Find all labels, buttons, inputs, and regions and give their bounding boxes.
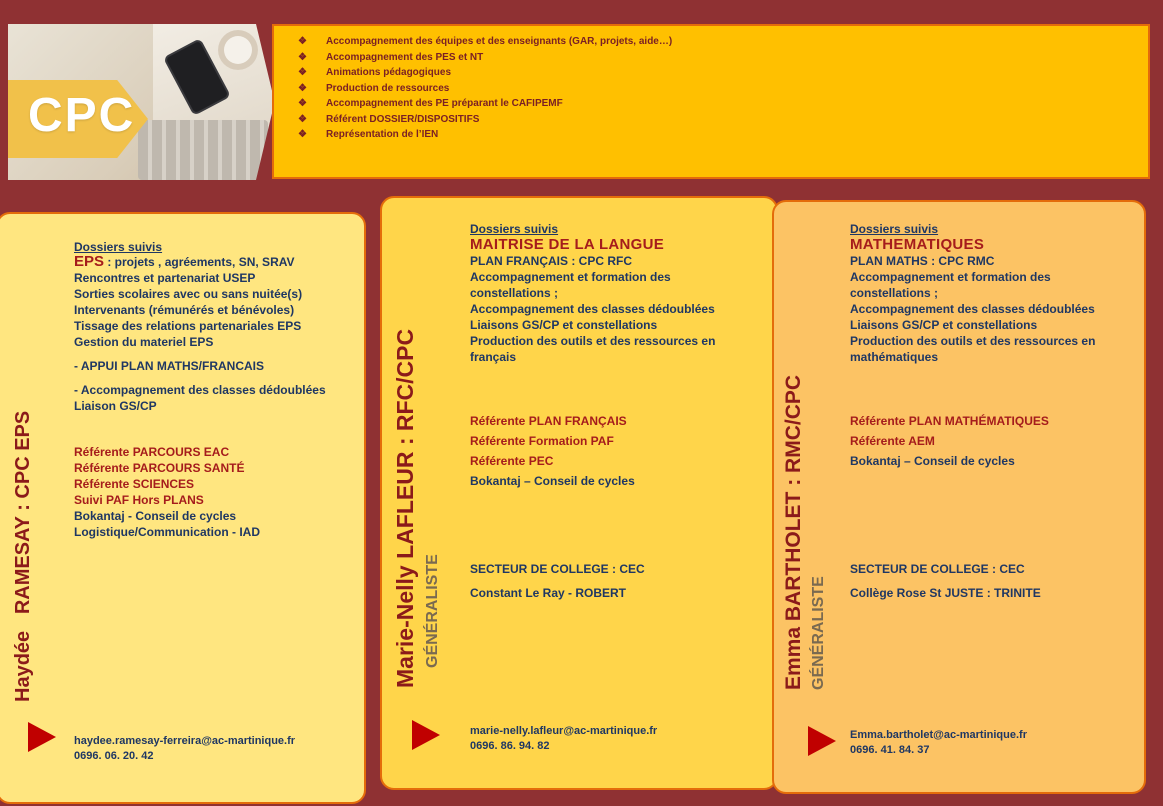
vertical-name-lafleur: Marie-Nelly LAFLEUR : RFC/CPC xyxy=(392,328,418,688)
email-link[interactable]: marie-nelly.lafleur@ac-martinique.fr xyxy=(470,725,658,737)
dossier-line: mathématiques xyxy=(850,350,939,364)
email-link[interactable]: Emma.bartholet@ac-martinique.fr xyxy=(850,729,1027,741)
missions-banner xyxy=(272,24,1150,179)
mission-item: ❖ Référent DOSSIER/DISPOSITIFS xyxy=(298,112,1148,128)
diamond-bullet-icon: ❖ xyxy=(298,67,307,78)
ref-line: Référente AEM xyxy=(850,434,935,448)
mission-item: ❖ Production de ressources xyxy=(298,81,1148,97)
mission-item: ❖ Accompagnement des PE préparant le CAFIPEMF xyxy=(298,96,1148,112)
dossier-line: PLAN MATHS : CPC RMC xyxy=(850,254,995,268)
accomp-line: - Accompagnement des classes dédoublées xyxy=(74,383,326,397)
mission-item: ❖ Accompagnement des PES et NT xyxy=(298,50,1148,66)
dossier-line: français xyxy=(470,350,517,364)
ref-line: Référente PLAN FRANÇAIS xyxy=(470,414,627,428)
dossier-line: Accompagnement des classes dédoublées xyxy=(470,302,715,316)
liaison-line: Liaison GS/CP xyxy=(74,399,157,413)
card-bartholet xyxy=(772,200,1146,794)
dossiers-label: Dossiers suivis xyxy=(74,240,163,254)
dossiers-ramesay xyxy=(74,240,364,540)
vertical-name-ramesay: Haydée RAMESAY : CPC EPS xyxy=(12,410,34,702)
card-ramesay xyxy=(0,212,366,804)
ref-line: Référente PARCOURS EAC xyxy=(74,445,230,459)
dossier-line: constellations ; xyxy=(850,286,939,300)
laptop-keyboard-icon xyxy=(138,120,268,180)
dossier-line: Intervenants (rémunérés et bénévoles) xyxy=(74,303,295,317)
sector-line: SECTEUR DE COLLEGE : CEC xyxy=(850,562,1025,576)
appui-line: - APPUI PLAN MATHS/FRANCAIS xyxy=(74,359,264,373)
coffee-cup-icon xyxy=(218,30,258,70)
ref-line: Référente Formation PAF xyxy=(470,434,614,448)
extra-line: Logistique/Communication - IAD xyxy=(74,525,260,539)
diamond-bullet-icon: ❖ xyxy=(298,129,307,140)
ref-line: Référente PLAN MATHÉMATIQUES xyxy=(850,414,1049,428)
mission-item: ❖ Accompagnement des équipes et des enseignants (GAR, projets, aide…) xyxy=(298,34,1148,50)
cpc-logo-text: CPC xyxy=(28,89,136,142)
missions-list xyxy=(298,34,1148,143)
ref-line: Suivi PAF Hors PLANS xyxy=(74,493,204,507)
dossier-line: Accompagnement et formation des xyxy=(850,270,1051,284)
vertical-name-bartholet: Emma BARTHOLET : RMC/CPC xyxy=(782,374,805,690)
phone-number: 0696. 06. 20. 42 xyxy=(74,750,154,762)
college-line: Constant Le Ray - ROBERT xyxy=(470,586,627,600)
ref-line: Référente PEC xyxy=(470,454,554,468)
dossier-line: PLAN FRANÇAIS : CPC RFC xyxy=(470,254,632,268)
dossier-line: Gestion du materiel EPS xyxy=(74,335,214,349)
extra-line: Bokantaj – Conseil de cycles xyxy=(470,474,635,488)
dossier-line: Liaisons GS/CP et constellations xyxy=(850,318,1038,332)
mission-item: ❖ Animations pédagogiques xyxy=(298,65,1148,81)
dossier-line: Tissage des relations partenariales EPS xyxy=(74,319,302,333)
diamond-bullet-icon: ❖ xyxy=(298,36,307,47)
subject-eps: EPS xyxy=(74,253,105,270)
ref-line: Référente PARCOURS SANTÉ xyxy=(74,461,245,475)
ref-line: Référente SCIENCES xyxy=(74,477,195,491)
dossiers-bartholet xyxy=(850,222,1146,603)
cpc-hero-image xyxy=(8,24,273,180)
diamond-bullet-icon: ❖ xyxy=(298,98,307,109)
extra-line: Bokantaj – Conseil de cycles xyxy=(850,454,1015,468)
subject-maths: MATHEMATIQUES xyxy=(850,236,985,253)
dossiers-lafleur xyxy=(470,222,770,603)
email-link[interactable]: haydee.ramesay-ferreira@ac-martinique.fr xyxy=(74,735,296,747)
subject-langue: MAITRISE DE LA LANGUE xyxy=(470,236,665,253)
mission-item: ❖ Représentation de l’IEN xyxy=(298,127,1148,143)
diamond-bullet-icon: ❖ xyxy=(298,51,307,63)
phone-number: 0696. 41. 84. 37 xyxy=(850,744,930,756)
contact-bartholet xyxy=(850,728,1027,758)
dossiers-label: Dossiers suivis xyxy=(470,222,559,236)
dossier-line: Sorties scolaires avec ou sans nuitée(s) xyxy=(74,287,303,301)
diamond-bullet-icon: ❖ xyxy=(298,82,307,94)
diamond-bullet-icon: ❖ xyxy=(298,113,307,125)
extra-line: Bokantaj - Conseil de cycles xyxy=(74,509,237,523)
dossier-line: Rencontres et partenariat USEP xyxy=(74,271,256,285)
play-arrow-icon xyxy=(412,720,440,750)
dossier-line: Production des outils et des ressources en xyxy=(470,334,716,348)
dossier-line: constellations ; xyxy=(470,286,559,300)
dossier-line: Accompagnement et formation des xyxy=(470,270,671,284)
subject-line: EPS : projets , agréements, SN, SRAV xyxy=(74,253,295,270)
contact-ramesay xyxy=(74,734,295,764)
vertical-generaliste-bartholet: GÉNÉRALISTE xyxy=(810,576,827,690)
dossier-line: Liaisons GS/CP et constellations xyxy=(470,318,658,332)
sector-line: SECTEUR DE COLLEGE : CEC xyxy=(470,562,645,576)
dossier-line: Production des outils et des ressources en xyxy=(850,334,1096,348)
contact-lafleur xyxy=(470,724,657,754)
card-lafleur xyxy=(380,196,778,790)
play-arrow-icon xyxy=(28,722,56,752)
college-line: Collège Rose St JUSTE : TRINITE xyxy=(850,586,1041,600)
dossiers-label: Dossiers suivis xyxy=(850,222,939,236)
vertical-generaliste-lafleur: GÉNÉRALISTE xyxy=(424,554,441,668)
phone-number: 0696. 86. 94. 82 xyxy=(470,740,550,752)
dossier-line: Accompagnement des classes dédoublées xyxy=(850,302,1095,316)
play-arrow-icon xyxy=(808,726,836,756)
